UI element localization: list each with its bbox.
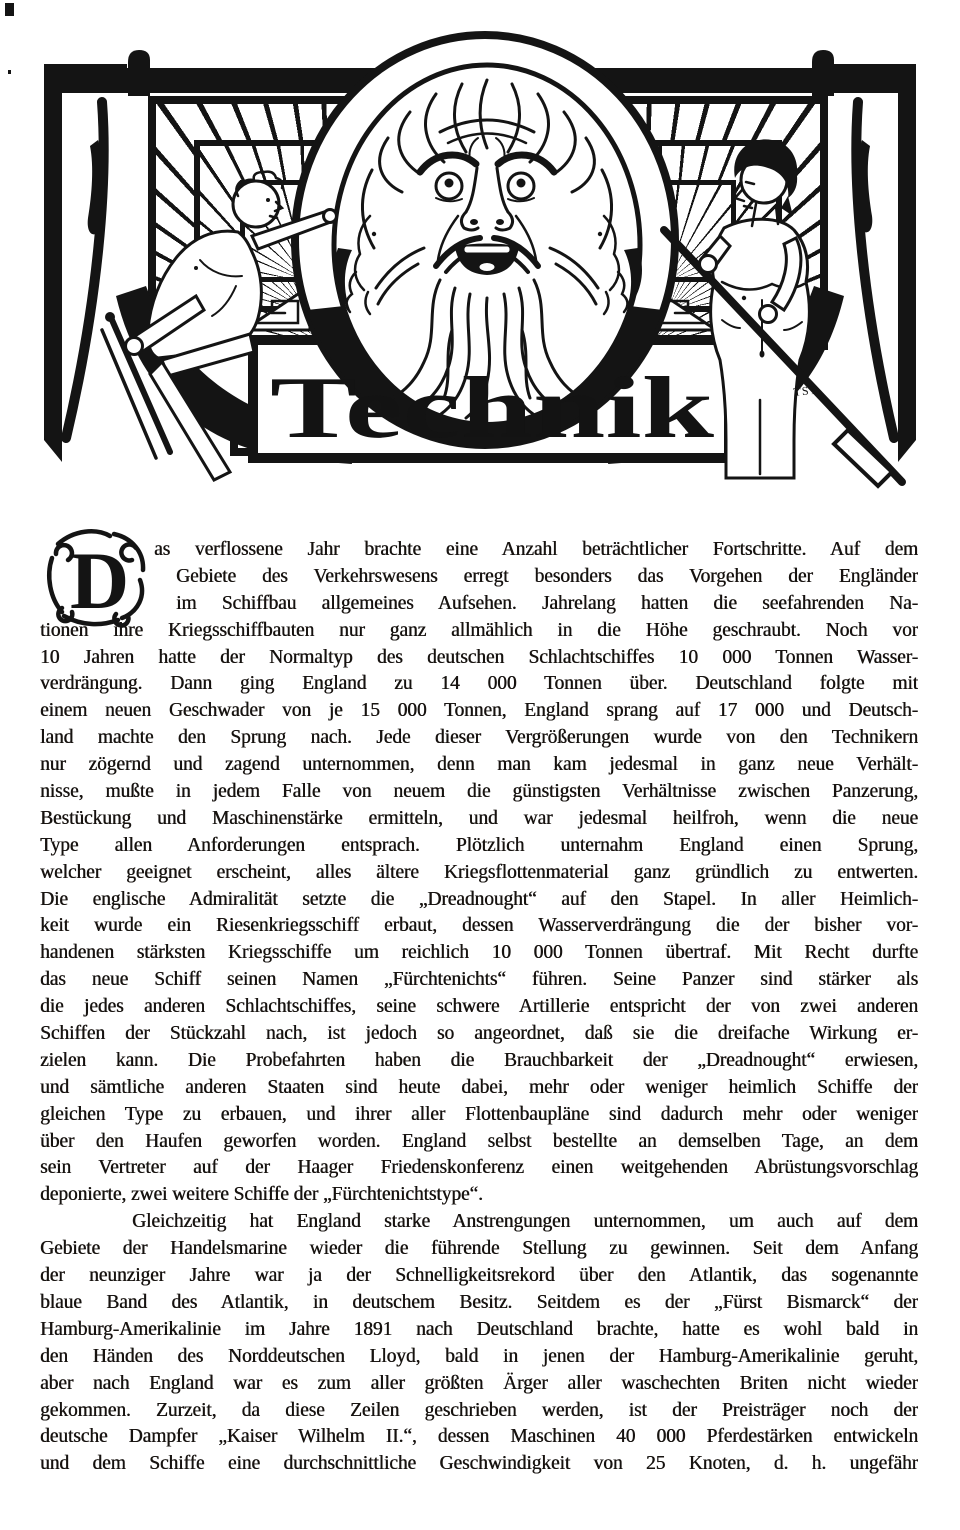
text-line: nisse, mußte in jedem Falle von neuem die günstigsten Verhältnisse zwischen Panzerung, <box>40 781 918 803</box>
text-line: gleichen Type zu erbauen, und ihrer aller Flottenbaupläne sind dadurch mehr oder weniger <box>40 1103 918 1125</box>
text-line: Gebiete des Verkehrswesens erregt besonders das Vorgehen der Engländer <box>176 565 918 587</box>
text-line: sein Vertreter auf der Haager Friedenskonferenz einen weitgehenden Abrüstungsvorschlag <box>40 1157 918 1179</box>
article-text <box>40 537 918 1478</box>
chapter-header-illustration <box>0 0 960 522</box>
text-line: einem neuen Geschwader von je 15 000 Tonnen, England sprang auf 17 000 und Deutsch- <box>40 700 918 722</box>
text-line: der neunziger Jahre war ja der Schnelligkeitsrekord über den Atlantik, das sogenannte <box>40 1265 918 1287</box>
text-line: deutsche Dampfer „Kaiser Wilhelm II.“, dessen Maschinen 40 000 Pferdestärken entwickeln <box>40 1426 918 1448</box>
text-line: Bestückung und Maschinenstärke ermitteln, und war jedesmal heilfroh, wenn die neue <box>40 807 918 829</box>
header-artwork <box>0 0 960 522</box>
text-line: land machte den Sprung nach. Jede dieser Vergrößerungen wurde von den Technikern <box>40 727 918 749</box>
text-line: gekommen. Zurzeit, da diese Zeilen geschrieben werden, ist der Preisträger noch der <box>40 1399 918 1421</box>
text-line: keit wurde ein Riesenkriegsschiff erbaut, dessen Wasserverdrängung die der bisher vor- <box>40 915 918 937</box>
text-line: as verflossene Jahr brachte eine Anzahl beträchtlicher Fortschritte. Auf dem <box>154 539 918 560</box>
text-line: Schiffen der Stückzahl nach, ist jedoch so angeordnet, daß sie die dreifache Wirkung er- <box>40 1023 918 1045</box>
svg-text:D: D <box>70 535 130 626</box>
text-line: tionen ihre Kriegsschiffbauten nur ganz allmählich in die Höhe geschraubt. Noch vor <box>40 619 918 641</box>
text-line: die jedes anderen Schlachtschiffes, seine schwere Artillerie entspricht der von zwei anderen <box>40 996 918 1018</box>
text-line: Type allen Anforderungen entsprach. Plötzlich unternahm England einen Sprung, <box>40 834 918 856</box>
text-line: aber nach England war es zum aller größten Ärger aller waschechten Briten nicht wieder <box>40 1372 918 1394</box>
text-line: handenen stärksten Kriegsschiffe um reichlich 10 000 Tonnen übertraf. Mit Recht durfte <box>40 942 918 964</box>
text-line: das neue Schiff seinen Namen „Fürchtenichts“ führen. Seine Panzer sind stärker als <box>40 969 918 991</box>
text-line: Gebiete der Handelsmarine wieder die führende Stellung zu gewinnen. Seit dem Anfang <box>40 1238 918 1260</box>
text-line: blaue Band des Atlantik, in deutschem Besitz. Seitdem es der „Fürst Bismarck“ der <box>40 1291 918 1313</box>
text-line: nur zögernd und zagend unternommen, denn man kam jedesmal in ganz neue Verhält- <box>40 754 918 776</box>
text-line: den Händen des Norddeutschen Lloyd, bald in jenen der Hamburg-Amerikalinie geruht, <box>40 1345 918 1367</box>
text-line: Hamburg-Amerikalinie im Jahre 1891 nach Deutschland brachte, hatte es wohl bald in <box>40 1318 918 1340</box>
text-line: und sämtliche anderen Staaten sind heute dabei, mehr oder weniger heimlich Schiffe der <box>40 1076 918 1098</box>
text-line: Gleichzeitig hat England starke Anstrengungen unternommen, um auch auf dem <box>132 1211 918 1233</box>
artist-monogram: TST <box>792 382 819 399</box>
text-line: welcher geeignet erscheint, alles ältere Kriegsflottenmaterial ganz gründlich zu entwerten. <box>40 861 918 883</box>
text-line: verdrängung. Dann ging England zu 14 000 Tonnen über. Deutschland folgte mit <box>40 673 918 695</box>
text-line: und dem Schiffe eine durchschnittliche Geschwindigkeit von 25 Knoten, d. h. ungefähr <box>40 1453 918 1475</box>
text-line: über den Haufen geworfen worden. England selbst bestellte an demselben Tage, an dem <box>40 1130 918 1152</box>
text-line: zielen kann. Die Probefahrten haben die Brauchbarkeit der „Dreadnought“ erwiesen, <box>40 1049 918 1071</box>
text-line: 10 Jahren hatte der Normaltyp des deutschen Schlachtschiffes 10 000 Tonnen Wasser- <box>40 646 918 668</box>
ornate-drop-cap <box>44 528 152 628</box>
text-line: im Schiffbau allgemeines Aufsehen. Jahrelang hatten die seefahrenden Na- <box>176 592 918 614</box>
text-line: deponierte, zwei weitere Schiffe der „Fürchtenichtstype“. <box>40 1184 483 1206</box>
chapter-title: Technik <box>270 360 715 457</box>
text-line: Die englische Admiralität setzte die „Dreadnought“ auf den Stapel. In aller Heimlich- <box>40 888 918 910</box>
